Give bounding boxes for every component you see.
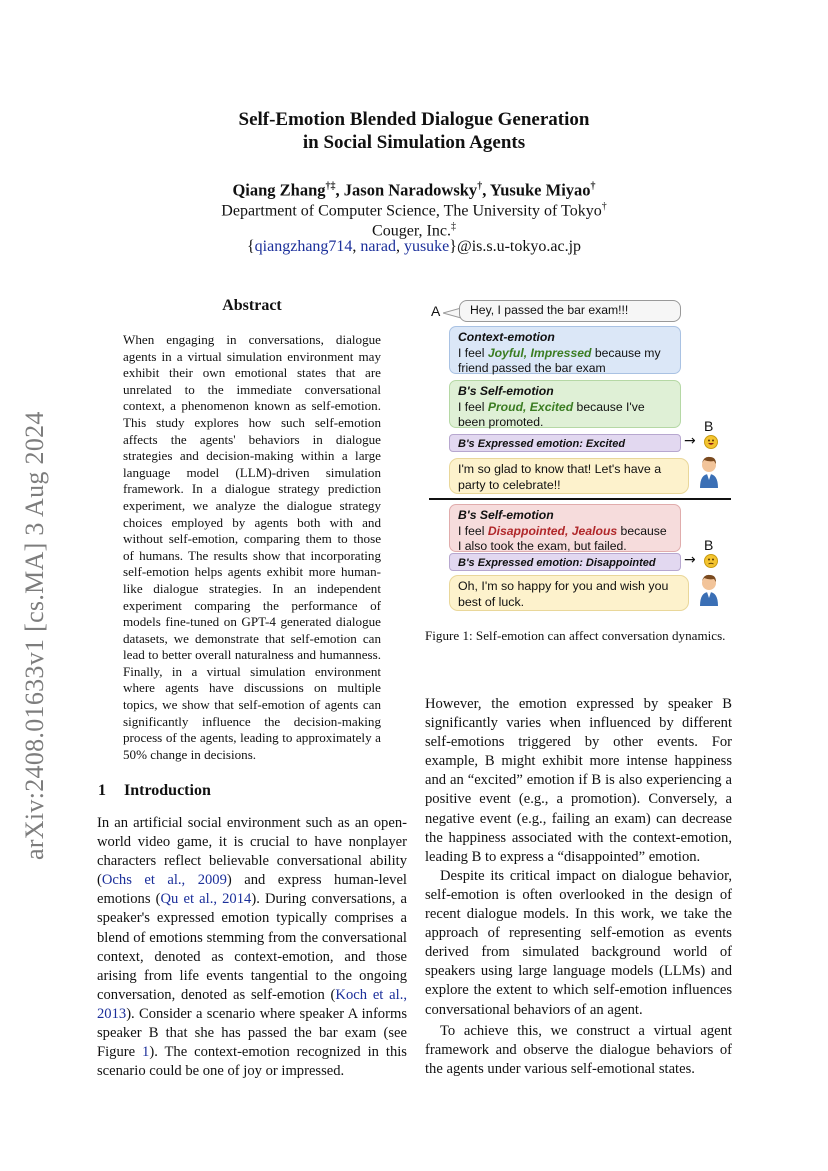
affiliation-2-mark: ‡ xyxy=(450,221,456,232)
citation-ochs[interactable]: Ochs et al., 2009 xyxy=(101,872,227,889)
affiliation-1-mark: † xyxy=(601,201,607,212)
email-brace-open: { xyxy=(246,238,255,255)
speaker-b-avatar-icon xyxy=(696,572,722,606)
speaker-b-avatar-icon xyxy=(696,454,722,488)
paragraph-however: However, the emotion expressed by speaker B significantly varies when influenced by different self-emotions triggered by other events. For example, B might exhibit more intense happiness and an “excited” emotion if B is also experiencing a positive event (e.g., a promotion). Conversely, a negative event (e.g., failing an exam) can decrease the happiness associated with the context-emotion, leading B to express a “disappointed” emotion. xyxy=(425,696,732,865)
section-number: 1 xyxy=(98,782,106,799)
context-pre: I feel xyxy=(458,345,488,360)
author-1: Qiang Zhang xyxy=(232,180,326,200)
email-link-narad[interactable]: narad xyxy=(360,238,396,255)
disappointed-face-icon xyxy=(704,554,718,568)
self1-post: because I've been promoted. xyxy=(458,399,645,429)
self-emotion-1-title: B's Self-emotion xyxy=(458,384,554,398)
self2-pre: I feel xyxy=(458,523,488,538)
intro-text-c: ). During conversations, a speaker's expressed emotion typically comprises a blend of emotions stemming from the conversational context, denoted as context-emotion, and those arising from life events tangential to the ongoing conversation, denoted as self-emotion ( xyxy=(97,891,407,1003)
email-domain: }@is.s.u-tokyo.ac.jp xyxy=(449,238,582,255)
speaker-b-reply-2: Oh, I'm so happy for you and wish you best of luck. xyxy=(449,575,689,611)
context-post: because my friend passed the bar exam xyxy=(458,345,661,375)
arxiv-identifier: arXiv:2408.01633v1 [cs.MA] 3 Aug 2024 xyxy=(20,411,49,860)
intro-text-d: ). Consider a scenario where speaker A informs speaker B that she has passed the bar exam (see Figure xyxy=(97,1005,407,1061)
expressed-emotion-1: B's Expressed emotion: Excited xyxy=(449,434,681,452)
context-emotion-text xyxy=(458,346,672,377)
author-2-marks: † xyxy=(477,181,483,192)
intro-text-e: ). The context-emotion recognized in this scenario could be one of joy or impressed. xyxy=(97,1044,407,1080)
citation-koch[interactable]: Koch et al., 2013 xyxy=(97,986,407,1022)
paper-title-line2: in Social Simulation Agents xyxy=(302,132,526,153)
section-heading-introduction xyxy=(98,782,211,800)
author-2: , Jason Naradowsky xyxy=(335,180,478,200)
speaker-a-utterance: Hey, I passed the bar exam!!! xyxy=(459,300,681,322)
email-link-qiangzhang[interactable]: qiangzhang714 xyxy=(254,238,353,255)
expressed-emotion-2: B's Expressed emotion: Disappointed xyxy=(449,553,681,571)
intro-paragraph xyxy=(97,814,407,1081)
paragraph-despite: Despite its critical impact on dialogue behavior, self-emotion is often overlooked in the design of recent dialogue models. In this work, we take the approach of representing self-emotion as events derived from simulated background world of speakers using large language models (LLMs) and explore the extent to which self-emotion influences conversational behaviors of an agent. xyxy=(425,867,732,1018)
author-1-marks: †‡ xyxy=(325,181,336,192)
email-sep-1: , xyxy=(352,238,361,255)
right-column-text xyxy=(425,695,732,1079)
speaker-b-reply-1: I'm so glad to know that! Let's have a party to celebrate!! xyxy=(449,458,689,494)
context-emotion-title: Context-emotion xyxy=(458,330,555,344)
speaker-b-label-2: B xyxy=(704,537,714,553)
abstract-heading: Abstract xyxy=(222,297,282,314)
self-emotion-2-text xyxy=(458,524,672,555)
speaker-a-label: A xyxy=(431,303,441,319)
context-emotion-box xyxy=(449,326,681,374)
abstract-text: When engaging in conversations, dialogue agents in a virtual simulation environment may exhibit their own emotional states that are unrelated to the immediate conversational context, a phenomenon known as self-emotion. This study explores how such self-emotion affects the agents' behaviors in dialogue strategies and decision-making within a large language model (LLM)-driven simulation framework. In a dialogue strategy prediction experiment, we analyze the dialogue strategy choices employed by agents both with and without self-emotion, comparing them to those of humans. The results show that incorporating self-emotion helps agents exhibit more human-like dialogue strategies. In an independent experiment comparing the performance of models fine-tuned on GPT-4 generated dialogue datasets, we demonstrate that self-emotion can lead to better overall naturalness and humanness. Finally, in a virtual simulation environment where agents have discussions on multiple topics, we show that self-emotion of agents can significantly influence the decision-making process of the agents, leading to approximately a 50% change in decisions. xyxy=(123,332,381,762)
paragraph-to-achieve: To achieve this, we construct a virtual agent framework and observe the dialogue behaviors of the agents under various self-emotional states. xyxy=(425,1022,732,1077)
email-sep-2: , xyxy=(395,238,404,255)
paper-title-line1: Self-Emotion Blended Dialogue Generation xyxy=(238,109,590,130)
affiliation-2-text: Couger, Inc. xyxy=(372,222,451,240)
intro-text-b: ) and express human-level emotions ( xyxy=(97,872,407,908)
self-emotion-negative-box xyxy=(449,504,681,552)
speaker-b-label-1: B xyxy=(704,418,714,434)
self-emotion-2-title: B's Self-emotion xyxy=(458,508,554,522)
self-emotion-positive-box xyxy=(449,380,681,428)
figure-1 xyxy=(425,296,735,616)
email-line xyxy=(0,236,828,257)
self-emotion-1-words: Proud, Excited xyxy=(487,399,574,414)
intro-text-a: In an artificial social environment such as an open-world video game, it is crucial to have nonplayer characters reflect believable conversational ability ( xyxy=(97,815,407,889)
author-3: , Yusuke Miyao xyxy=(482,180,591,200)
citation-qu[interactable]: Qu et al., 2014 xyxy=(160,891,252,908)
excited-face-icon xyxy=(704,435,718,449)
self-emotion-2-words: Disappointed, Jealous xyxy=(487,523,618,538)
author-3-marks: † xyxy=(590,181,596,192)
self-emotion-1-text xyxy=(458,400,672,431)
self2-post: because I also took the exam, but failed. xyxy=(458,523,667,553)
arrow-icon: → xyxy=(684,433,696,449)
affiliation-1-text: Department of Computer Science, The University of Tokyo xyxy=(221,202,602,220)
figure-1-caption: Figure 1: Self-emotion can affect conversation dynamics. xyxy=(425,628,726,643)
figure-ref-1[interactable]: 1 xyxy=(142,1044,150,1061)
arrow-icon: → xyxy=(684,552,696,568)
self1-pre: I feel xyxy=(458,399,488,414)
email-link-yusuke[interactable]: yusuke xyxy=(403,238,450,255)
section-title: Introduction xyxy=(124,782,211,799)
scenario-divider xyxy=(429,498,731,500)
context-emotion-words: Joyful, Impressed xyxy=(487,345,592,360)
